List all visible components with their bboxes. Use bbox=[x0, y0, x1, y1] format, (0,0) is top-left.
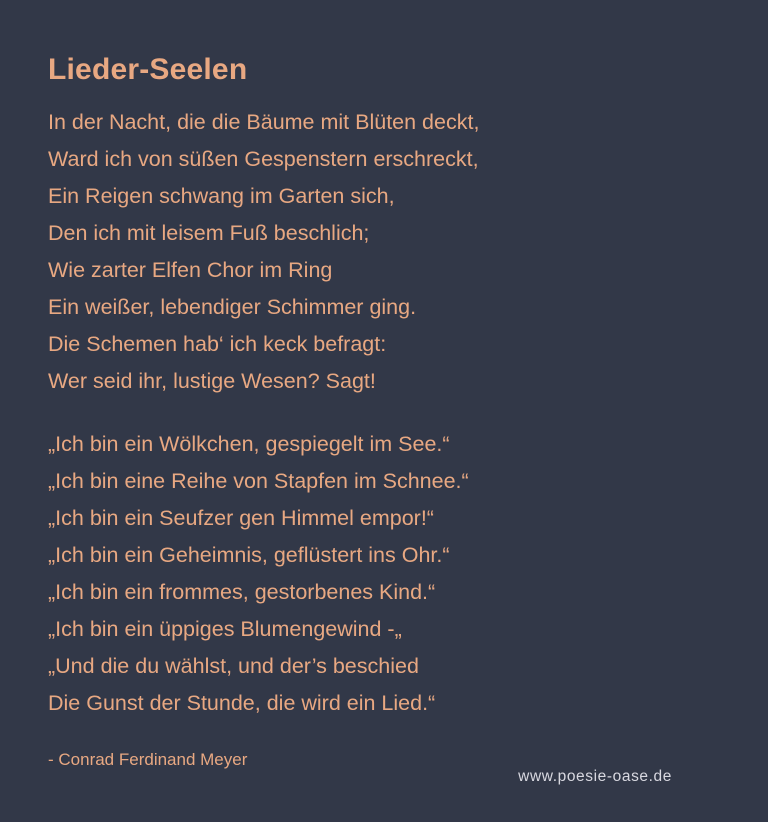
poem-line: „Ich bin ein frommes, gestorbenes Kind.“ bbox=[48, 580, 436, 604]
poem-line: In der Nacht, die die Bäume mit Blüten deckt, bbox=[48, 110, 480, 134]
poem-line: Ein weißer, lebendiger Schimmer ging. bbox=[48, 295, 417, 319]
poem-line: Wie zarter Elfen Chor im Ring bbox=[48, 258, 333, 282]
page-title: Lieder-Seelen bbox=[48, 53, 248, 86]
poem-line: „Ich bin eine Reihe von Stapfen im Schnee.“ bbox=[48, 469, 469, 493]
poem-stanza-2 bbox=[48, 426, 720, 722]
poem-line: „Ich bin ein Geheimnis, geflüstert ins Ohr.“ bbox=[48, 543, 450, 567]
poem-line: „Ich bin ein üppiges Blumengewind -„ bbox=[48, 617, 402, 641]
site-credit: www.poesie-oase.de bbox=[518, 768, 672, 785]
poem-line: Die Schemen hab‘ ich keck befragt: bbox=[48, 332, 387, 356]
poem-line: Die Gunst der Stunde, die wird ein Lied.“ bbox=[48, 691, 436, 715]
poem-line: Den ich mit leisem Fuß beschlich; bbox=[48, 221, 370, 245]
poem-line: Wer seid ihr, lustige Wesen? Sagt! bbox=[48, 369, 376, 393]
poem-line: „Ich bin ein Wölkchen, gespiegelt im See.“ bbox=[48, 432, 450, 456]
poem-line: Ein Reigen schwang im Garten sich, bbox=[48, 184, 395, 208]
poem-line: Ward ich von süßen Gespenstern erschreckt, bbox=[48, 147, 479, 171]
poem-line: „Und die du wählst, und der’s beschied bbox=[48, 654, 419, 678]
poem-line: „Ich bin ein Seufzer gen Himmel empor!“ bbox=[48, 506, 434, 530]
poem-author: - Conrad Ferdinand Meyer bbox=[48, 750, 248, 769]
poem-stanza-1 bbox=[48, 104, 720, 400]
